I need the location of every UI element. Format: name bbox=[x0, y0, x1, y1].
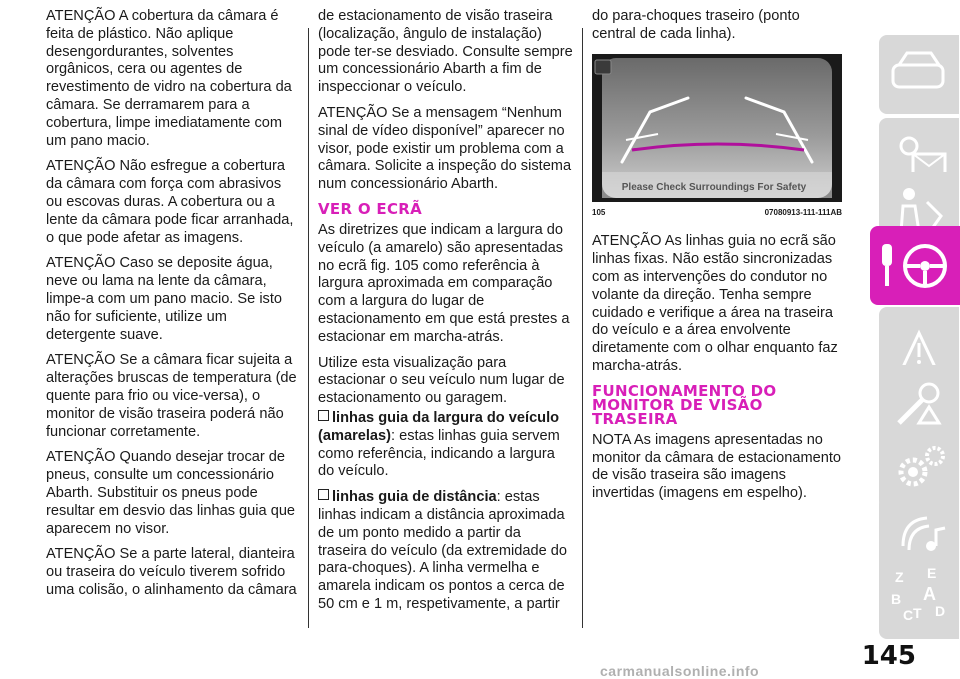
paragraph: ATENÇÃO Caso se deposite água, neve ou lama na lente da câmara, limpe-a com um pano macio. Se isto não for suficiente, utilize um detergente suave. bbox=[46, 255, 283, 343]
index-letter: E bbox=[927, 565, 937, 581]
car-icon bbox=[879, 35, 959, 114]
column-3 bbox=[592, 8, 842, 511]
figure-caption bbox=[592, 204, 842, 222]
paragraph: As diretrizes que indicam a largura do veículo (a amarelo) são apresentadas no ecrã fig. 105 como referência à largura aproximada em comparação com a largura do lugar de estacionamento em que está prestes a estacionar em marcha-atrás. bbox=[318, 221, 570, 345]
figure-code: 07080913-111-111AB bbox=[764, 207, 842, 217]
paragraph: NOTA As imagens apresentadas no monitor da câmara de estacionamento de visão traseira são imagens invertidas (imagens em espelho). bbox=[592, 431, 842, 502]
paragraph: do para-choques traseiro (ponto central de cada linha). bbox=[592, 8, 800, 42]
paragraph: ATENÇÃO Se a câmara ficar sujeita a alterações bruscas de temperatura (de quente para frio ou vice-versa), o monitor de visão traseira poderá não funcionar corretamente. bbox=[46, 352, 297, 440]
section-heading: VER O ECRÃ bbox=[318, 199, 423, 218]
index-letter: T bbox=[913, 605, 922, 621]
camera-setting-icon bbox=[595, 60, 611, 74]
index-letters-icon bbox=[879, 560, 959, 639]
paragraph: ATENÇÃO Se a mensagem “Nenhum sinal de vídeo disponível” aparecer no visor, pode existir um problema com a câmara. Solicite a inspeção do sistema num concessionário Abarth. bbox=[318, 104, 572, 193]
column-2 bbox=[318, 8, 573, 622]
figure-overlay-text: Please Check Surroundings For Safety bbox=[621, 181, 807, 193]
bullet-item: linhas guia de distância: estas linhas indicam a distância aproximada de um ponto medido a partir da traseira do veículo (da extremidade do para-choques). A linha vermelha e amarela indicam os pontos a cerca de 50 cm e 1 m, respetivamente, a partir bbox=[318, 489, 568, 612]
chapter-sidebar bbox=[870, 0, 960, 623]
column-divider bbox=[308, 28, 309, 628]
index-letter: A bbox=[923, 584, 936, 604]
page-number: 145 bbox=[861, 641, 916, 671]
key-steering-wheel-icon bbox=[870, 226, 960, 305]
paragraph: ATENÇÃO Se a parte lateral, dianteira ou traseira do veículo tiverem sofrido uma colisão, o alinhamento da câmara bbox=[46, 546, 297, 598]
tab-index[interactable] bbox=[879, 560, 959, 639]
index-letter: B bbox=[891, 591, 902, 607]
column-1 bbox=[46, 8, 299, 608]
camera-view-image bbox=[592, 54, 842, 202]
index-letter: D bbox=[935, 603, 946, 619]
figure-number: 105 bbox=[592, 207, 606, 217]
paragraph: de estacionamento de visão traseira (localização, ângulo de instalação) pode ter-se desviado. Consulte sempre um concessionário Abarth a fim de inspeccionar o veículo. bbox=[318, 8, 573, 96]
paragraph: ATENÇÃO A cobertura da câmara é feita de plástico. Não aplique desengordurantes, solventes orgânicos, cera ou agentes de revestimento de vidro na cobertura da câmara. Se derramarem para a cobertura, limpe imediatamente com um pano macio. bbox=[46, 8, 292, 149]
index-letter: C bbox=[903, 607, 914, 623]
camera-view-figure bbox=[592, 54, 842, 202]
bullet-item: linhas guia da largura do veículo (amarelas): estas linhas guia servem como referência, indicando a largura do veículo. bbox=[318, 409, 560, 480]
tab-starting-driving[interactable] bbox=[870, 226, 960, 305]
paragraph: ATENÇÃO As linhas guia no ecrã são linhas fixas. Não estão sincronizadas com as intervenções do condutor no volante da direção. Tenha sempre cuidado e verifique a área na traseira do veículo e a área envolvente diretamente com o olhar enquanto faz marcha-atrás. bbox=[592, 233, 838, 374]
column-divider bbox=[582, 28, 583, 628]
bullet-square-icon bbox=[318, 410, 329, 421]
paragraph: ATENÇÃO Não esfregue a cobertura da câmara com força com abrasivos ou escovas duras. A cobertura ou a lente da câmara pode ficar arranhada, o que pode afetar as imagens. bbox=[46, 158, 294, 246]
section-heading: FUNCIONAMENTO DO MONITOR DE VISÃO TRASEIRA bbox=[592, 381, 777, 428]
paragraph: Utilize esta visualização para estacionar o seu veículo num lugar de estacionamento ou garagem. bbox=[318, 354, 565, 407]
index-letter: Z bbox=[895, 569, 904, 585]
watermark: carmanualsonline.info bbox=[600, 663, 760, 679]
tab-car[interactable] bbox=[879, 35, 959, 114]
paragraph: ATENÇÃO Quando desejar trocar de pneus, consulte um concessionário Abarth. Substituir os pneus pode resultar em desvio das linhas guia que aparecem no visor. bbox=[46, 449, 296, 537]
bullet-square-icon bbox=[318, 489, 329, 500]
